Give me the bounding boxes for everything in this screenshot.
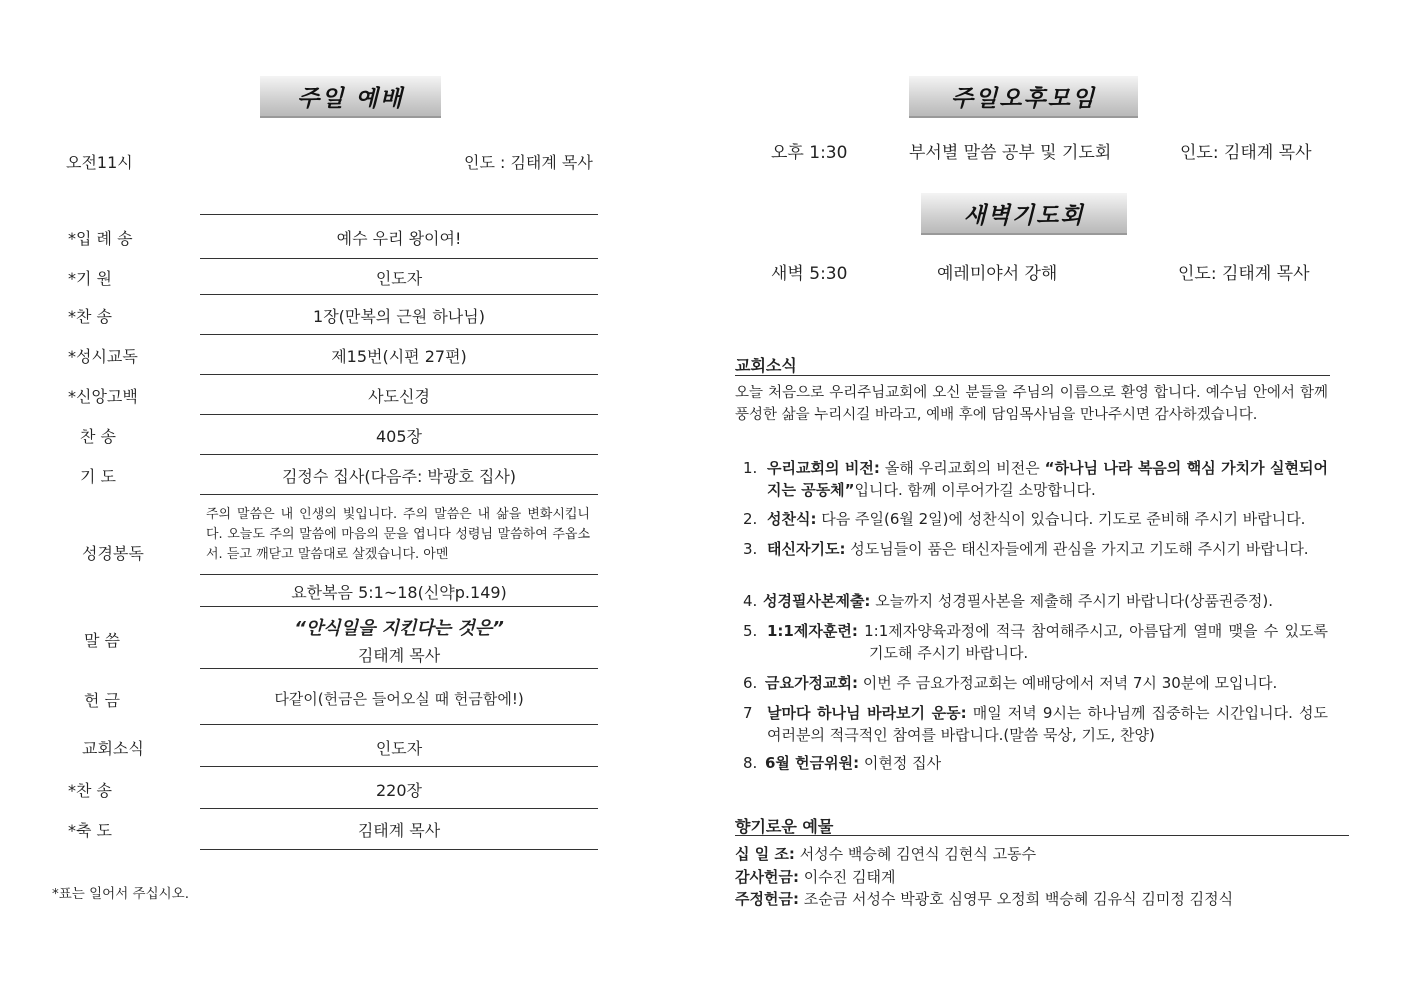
order-label: *축 도 <box>68 821 112 840</box>
order-label: *찬 송 <box>68 781 112 800</box>
order-content: 405장 <box>376 427 422 446</box>
news-item-text: 입니다. 함께 이루어가길 소망합니다. <box>854 481 1096 499</box>
news-item-title: 성찬식: <box>767 510 817 528</box>
offering-content: 다같이(헌금은 들어오실 때 헌금함에!) <box>274 690 524 708</box>
divider <box>200 294 598 295</box>
news-item-text: 다음 주일(6월 2일)에 성찬식이 있습니다. 기도로 준비해 주시기 바랍니다. <box>816 510 1306 528</box>
order-content: 김정수 집사(다음주: 박광호 집사) <box>281 467 517 486</box>
offering-row-names: 서성수 백승혜 김연식 김현식 고동수 <box>794 845 1037 863</box>
divider <box>200 574 598 575</box>
sermon-preacher: 김태계 목사 <box>357 646 441 665</box>
divider <box>200 494 598 495</box>
afternoon-time: 오후 1:30 <box>771 143 848 163</box>
order-label: *성시교독 <box>68 347 138 366</box>
divider <box>200 606 598 607</box>
news-item-text: 1:1제자양육과정에 적극 참여해주시고, 아름답게 열매 맺을 수 있도록 기도해 주시기 바랍니다. <box>857 622 1328 662</box>
news-item-text: 성도님들이 품은 태신자들에게 관심을 가지고 기도해 주시기 바랍니다. <box>845 540 1309 558</box>
order-label: *입 례 송 <box>68 229 133 248</box>
news-item-number: 5. <box>743 622 758 640</box>
news-item <box>743 672 1333 694</box>
order-label: *기 원 <box>68 269 112 288</box>
offering-row-label: 감사헌금: <box>735 868 799 886</box>
order-label: 교회소식 <box>82 739 144 758</box>
offering-row <box>735 888 1233 909</box>
news-item-title: 태신자기도: <box>767 540 846 558</box>
order-label: 찬 송 <box>80 427 116 446</box>
order-content: 사도신경 <box>368 387 430 406</box>
divider <box>735 835 1349 836</box>
divider <box>200 414 598 415</box>
dawn-time: 새벽 5:30 <box>771 264 848 284</box>
order-content: 김태계 목사 <box>357 821 441 840</box>
news-item <box>743 457 1328 501</box>
news-item-title: 6월 헌금위원: <box>765 754 860 772</box>
news-item-title: 1:1제자훈련: <box>767 622 858 640</box>
order-content: 220장 <box>376 781 422 800</box>
dawn-title-banner <box>921 193 1127 235</box>
offering-label: 헌 금 <box>84 691 120 710</box>
afternoon-title: 주일오후모임 <box>950 85 1097 112</box>
news-heading: 교회소식 <box>735 356 797 375</box>
news-item-number: 7 <box>743 704 753 722</box>
afternoon-title-banner <box>909 76 1138 118</box>
worship-title-banner <box>260 76 441 118</box>
news-item-number: 8. <box>743 754 758 772</box>
news-item-number: 3. <box>743 540 758 558</box>
offering-row <box>735 843 1036 864</box>
reading-label: 성경봉독 <box>82 544 144 563</box>
news-item-text: 이현정 집사 <box>859 754 942 772</box>
sermon-title: “안식일을 지킨다는 것은” <box>294 618 504 639</box>
order-content: 인도자 <box>375 739 423 758</box>
news-item <box>743 702 1328 746</box>
news-item-number: 1. <box>743 459 758 477</box>
order-content: 제15번(시편 27편) <box>331 347 467 366</box>
worship-time: 오전11시 <box>66 153 133 172</box>
news-item-text: 오늘까지 성경필사본을 제출해 주시기 바랍니다(상품권증정). <box>870 592 1274 610</box>
news-intro: 오늘 처음으로 우리주님교회에 오신 분들을 주님의 이름으로 환영 합니다. 예수님 안에서 함께 풍성한 삶을 누리시길 바라고, 예배 후에 담임목사님을 만나주시면 감사하겠습니다. <box>735 385 1328 423</box>
afternoon-leader: 인도: 김태계 목사 <box>1180 143 1312 163</box>
divider <box>200 668 598 669</box>
dawn-leader: 인도: 김태계 목사 <box>1178 264 1310 284</box>
afternoon-desc: 부서별 말씀 공부 및 기도회 <box>909 143 1112 163</box>
news-item-title: 날마다 하나님 바라보기 운동: <box>767 704 967 722</box>
offering-row-names: 이수진 김태계 <box>798 868 896 886</box>
offering-row-label: 주정헌금: <box>735 890 799 908</box>
news-item-number: 2. <box>743 510 758 528</box>
reading-prayer: 주의 말씀은 내 인생의 빛입니다. 주의 말씀은 내 삶을 변화시킵니다. 오늘도 주의 말씀에 마음의 문을 엽니다 성령님 말씀하여 주옵소서. 듣고 깨닫고 말씀대로 살겠습니다. 아멘 <box>206 507 590 562</box>
worship-title: 주일 예배 <box>297 85 404 112</box>
divider <box>200 849 598 850</box>
news-item-text: 올해 우리교회의 비전은 <box>879 459 1045 477</box>
offering-row <box>735 866 895 887</box>
offering-row-names: 조순금 서성수 박광호 심영무 오정희 백승혜 김유식 김미정 김정식 <box>798 890 1234 908</box>
order-label: *찬 송 <box>68 307 112 326</box>
news-item <box>743 508 1333 530</box>
reading-passage: 요한복음 5:1~18(신약p.149) <box>291 583 507 602</box>
dawn-desc: 예레미야서 강해 <box>937 264 1058 284</box>
news-item-vision: “하나님 나라 복음의 핵심 가치가 실현되어지는 공동체” <box>767 459 1328 499</box>
divider <box>200 334 598 335</box>
divider <box>200 766 598 767</box>
news-item-title: 금요가정교회: <box>765 674 858 692</box>
news-item <box>743 752 1328 774</box>
news-item <box>743 590 1333 612</box>
divider <box>200 374 598 375</box>
order-content: 1장(만복의 근원 하나님) <box>313 307 485 326</box>
news-item-title: 성경필사본제출: <box>763 592 871 610</box>
offering-row-label: 십 일 조: <box>735 845 795 863</box>
divider <box>200 214 598 215</box>
divider <box>200 454 598 455</box>
news-item <box>743 538 1328 560</box>
dawn-title: 새벽기도회 <box>963 202 1085 229</box>
standing-footnote: *표는 일어서 주십시오. <box>52 886 189 902</box>
order-label: 기 도 <box>80 467 116 486</box>
divider <box>735 375 1330 376</box>
news-item-text: 매일 저녁 9시는 하나님께 집중하는 시간입니다. 성도 여러분의 적극적인 참여를 바랍니다.(말씀 묵상, 기도, 찬양) <box>767 704 1329 744</box>
news-item-number: 6. <box>743 674 758 692</box>
worship-leader: 인도 : 김태계 목사 <box>464 153 593 172</box>
news-item-text: 이번 주 금요가정교회는 예배당에서 저녁 7시 30분에 모입니다. <box>857 674 1278 692</box>
news-item-title: 우리교회의 비전: <box>767 459 880 477</box>
divider <box>200 724 598 725</box>
divider <box>200 258 598 259</box>
offerings-heading: 향기로운 예물 <box>735 817 834 836</box>
order-label: *신앙고백 <box>68 387 138 406</box>
news-item-number: 4. <box>743 592 758 610</box>
order-content: 인도자 <box>375 269 423 288</box>
news-item <box>743 620 1328 664</box>
divider <box>200 808 598 809</box>
sermon-label: 말 씀 <box>84 631 120 650</box>
order-content: 예수 우리 왕이여! <box>336 229 462 248</box>
